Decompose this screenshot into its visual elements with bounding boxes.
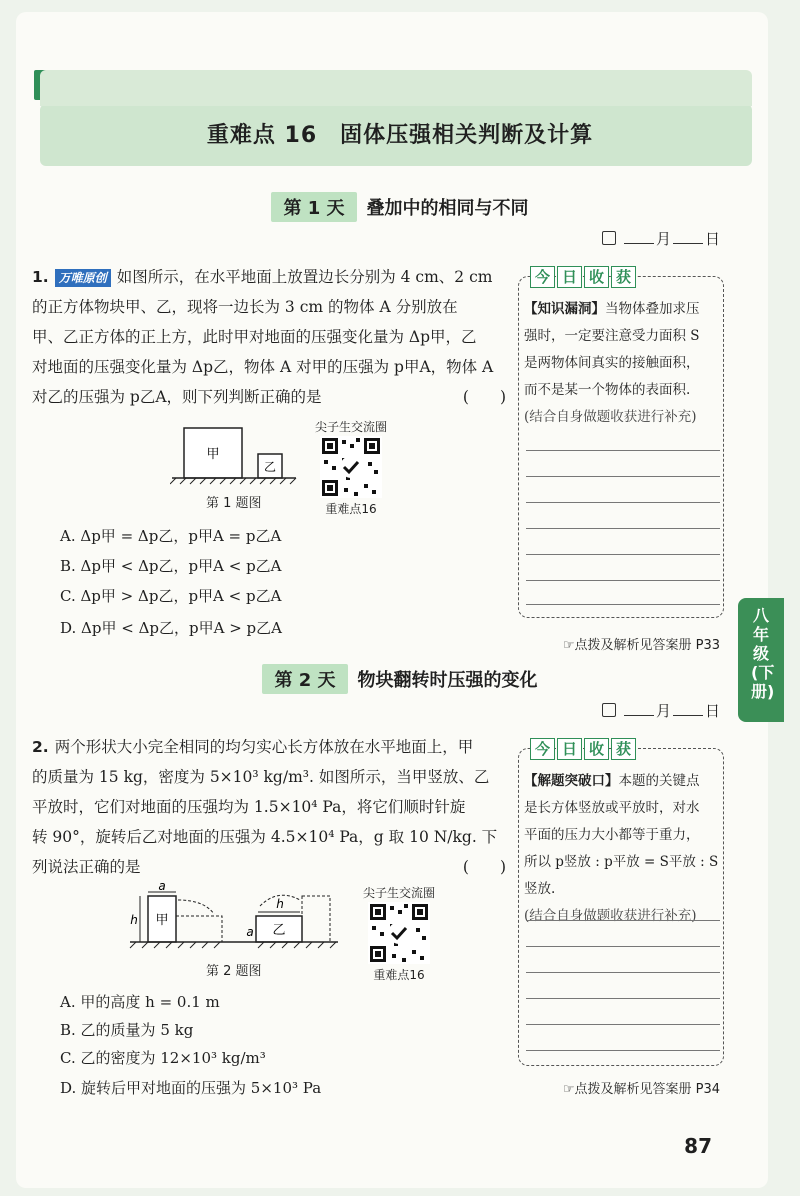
tag-char: 今 xyxy=(530,266,555,288)
qr-top-label: 尖子生交流圈 xyxy=(314,420,387,434)
writing-line[interactable] xyxy=(526,604,720,605)
writing-line[interactable] xyxy=(526,946,720,947)
writing-line[interactable] xyxy=(526,450,720,451)
label-h-top: h xyxy=(276,897,284,911)
option-d[interactable]: D. Δp甲 < Δp乙，p甲A > p乙A xyxy=(60,619,282,637)
writing-line[interactable] xyxy=(526,554,720,555)
tag-char: 获 xyxy=(611,738,636,760)
option-b[interactable]: B. Δp甲 < Δp乙，p甲A < p乙A xyxy=(60,557,282,575)
rotated-ghost-jia xyxy=(176,916,222,942)
writing-line[interactable] xyxy=(526,580,720,581)
option-a[interactable]: A. Δp甲 = Δp乙，p甲A = p乙A xyxy=(60,527,282,545)
writing-line[interactable] xyxy=(526,972,720,973)
note-line: 当物体叠加求压 xyxy=(605,301,700,317)
day1-heading xyxy=(0,192,800,222)
note-line: 而不是某一个物体的表面积. xyxy=(524,382,691,398)
month-label: 月 xyxy=(655,230,671,248)
note-heading: 【知识漏洞】 xyxy=(524,301,605,317)
note-heading: 【解题突破口】 xyxy=(524,773,619,789)
label-yi: 乙 xyxy=(263,460,277,474)
qr-bottom-label: 重难点16 xyxy=(325,502,377,516)
label-jia: 甲 xyxy=(155,913,169,928)
option-b[interactable]: B. 乙的质量为 5 kg xyxy=(60,1021,194,1039)
label-a-side: a xyxy=(246,925,254,939)
tag-char: 日 xyxy=(557,738,582,760)
q2-line: 的质量为 15 kg，密度为 5×10³ kg/m³. 如图所示，当甲竖放、乙 xyxy=(32,768,490,786)
q2-figure xyxy=(128,882,342,956)
writing-line[interactable] xyxy=(526,1050,720,1051)
question-2 xyxy=(32,732,512,882)
qr-code[interactable] xyxy=(368,902,430,964)
note-line: 平面的压力大小都等于重力， xyxy=(524,827,700,843)
grade-label: 八年级(下册) xyxy=(751,606,775,701)
rotate-arrow-1 xyxy=(178,900,214,914)
ground-hatch xyxy=(170,478,296,484)
today-harvest-tag xyxy=(530,266,638,288)
tag-char: 日 xyxy=(557,266,582,288)
calendar-icon xyxy=(602,231,616,245)
rotated-ghost-yi xyxy=(302,896,330,942)
q1-line: 的正方体物块甲、乙，现将一边长为 3 cm 的物体 A 分别放在 xyxy=(32,298,458,316)
page-number: 87 xyxy=(684,1134,712,1158)
q1-line: 如图所示，在水平地面上放置边长分别为 4 cm、2 cm xyxy=(116,268,493,286)
day1-title: 叠加中的相同与不同 xyxy=(366,198,529,219)
day2-tag: 第 2 天 xyxy=(262,664,347,694)
grade-side-tab xyxy=(738,598,784,722)
q2-number: 2. xyxy=(32,738,49,756)
notes-text-2 xyxy=(524,768,720,930)
q1-caption: 第 1 题图 xyxy=(206,496,262,511)
question-1 xyxy=(32,262,512,412)
writing-line[interactable] xyxy=(526,476,720,477)
answer-blank[interactable]: ( ) xyxy=(462,388,506,406)
label-a-top: a xyxy=(158,882,166,893)
q1-figure xyxy=(170,422,300,486)
option-c[interactable]: C. Δp甲 > Δp乙，p甲A < p乙A xyxy=(60,587,282,605)
day2-heading xyxy=(0,664,800,694)
label-jia: 甲 xyxy=(206,447,220,462)
q2-line: 列说法正确的是 xyxy=(32,858,141,876)
q2-line: 两个形状大小完全相同的均匀实心长方体放在水平地面上，甲 xyxy=(54,738,474,756)
label-yi: 乙 xyxy=(272,923,286,938)
date-field-2[interactable] xyxy=(602,700,720,721)
q2-line: 平放时，它们对地面的压强均为 1.5×10⁴ Pa，将它们顺时针旋 xyxy=(32,798,466,816)
day2-title: 物块翻转时压强的变化 xyxy=(357,670,538,691)
q1-line: 对乙的压强为 p乙A，则下列判断正确的是 xyxy=(32,388,322,406)
date-field-1[interactable] xyxy=(602,228,720,249)
tag-char: 收 xyxy=(584,738,609,760)
day1-tag: 第 1 天 xyxy=(271,192,356,222)
q2-line: 转 90°，旋转后乙对地面的压强为 4.5×10⁴ Pa，g 取 10 N/kg. 下 xyxy=(32,828,498,846)
qr-top-label: 尖子生交流圈 xyxy=(362,886,435,900)
qr-bottom-label: 重难点16 xyxy=(373,968,425,982)
day-label: 日 xyxy=(704,702,720,720)
q1-number: 1. xyxy=(32,268,49,286)
ground-hatch xyxy=(130,942,336,948)
writing-line[interactable] xyxy=(526,528,720,529)
option-c[interactable]: C. 乙的密度为 12×10³ kg/m³ xyxy=(60,1049,266,1067)
note-line: 是长方体竖放或平放时，对水 xyxy=(524,800,700,816)
writing-line[interactable] xyxy=(526,920,720,921)
note-hint: (结合自身做题收获进行补充) xyxy=(524,908,697,924)
writing-line[interactable] xyxy=(526,502,720,503)
notes-text-1 xyxy=(524,296,720,431)
tag-char: 获 xyxy=(611,266,636,288)
note-hint: (结合自身做题收获进行补充) xyxy=(524,409,697,425)
today-harvest-tag xyxy=(530,738,638,760)
writing-line[interactable] xyxy=(526,1024,720,1025)
qr-code[interactable] xyxy=(320,436,382,498)
original-badge: 万唯原创 xyxy=(55,269,111,287)
answer-reference-2: ☞点拨及解析见答案册 P34 xyxy=(562,1082,720,1097)
q1-line: 甲、乙正方体的正上方，此时甲对地面的压强变化量为 Δp甲，乙 xyxy=(32,328,477,346)
writing-line[interactable] xyxy=(526,998,720,999)
q2-caption: 第 2 题图 xyxy=(206,964,262,979)
tag-char: 收 xyxy=(584,266,609,288)
q1-line: 对地面的压强变化量为 Δp乙，物体 A 对甲的压强为 p甲A，物体 A xyxy=(32,358,494,376)
note-line: 是两物体间真实的接触面积， xyxy=(524,355,700,371)
option-d[interactable]: D. 旋转后甲对地面的压强为 5×10³ Pa xyxy=(60,1079,322,1097)
answer-blank[interactable]: ( ) xyxy=(462,858,506,876)
note-line: 强时，一定要注意受力面积 S xyxy=(524,328,700,344)
calendar-icon xyxy=(602,703,616,717)
tag-char: 今 xyxy=(530,738,555,760)
note-line: 本题的关键点 xyxy=(618,773,700,789)
month-label: 月 xyxy=(655,702,671,720)
note-line: 所以 p竖放 : p平放 = S平放 : S竖放. xyxy=(524,854,719,897)
day-label: 日 xyxy=(704,230,720,248)
page-title: 重难点 16 固体压强相关判断及计算 xyxy=(206,123,594,148)
label-h-left: h xyxy=(130,913,138,927)
option-a[interactable]: A. 甲的高度 h = 0.1 m xyxy=(60,993,220,1011)
answer-reference-1: ☞点拨及解析见答案册 P33 xyxy=(562,638,720,653)
